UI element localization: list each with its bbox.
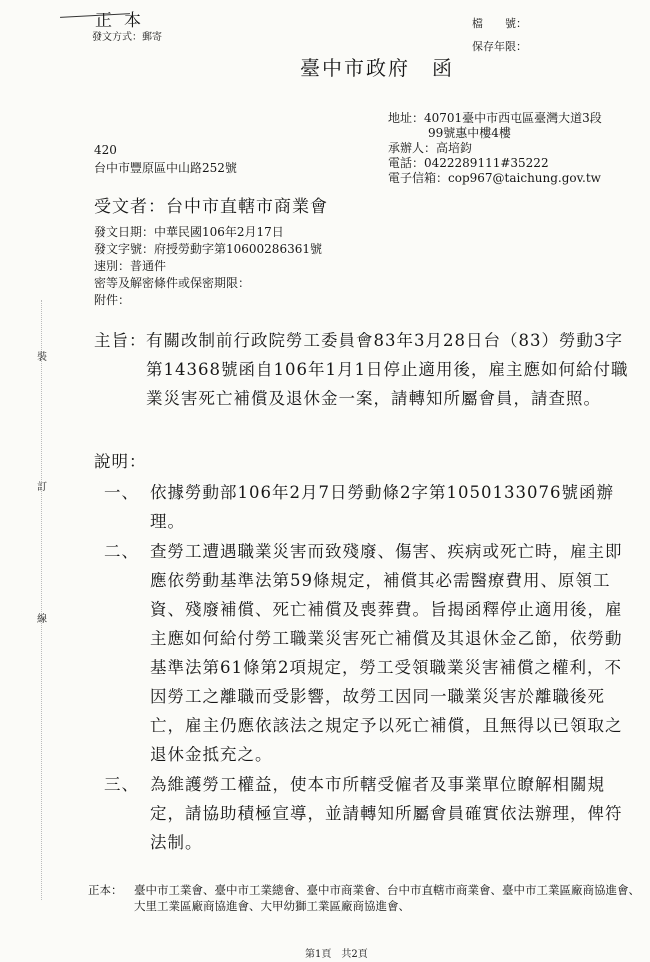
sender-phone: 電話：0422289111#35222: [388, 156, 549, 170]
sender-address-line2: 99號惠中樓4樓: [428, 126, 511, 140]
explanation-item-3: [104, 770, 634, 857]
item-number: 二、: [104, 542, 139, 561]
binding-line: [41, 300, 42, 900]
retention-label: 保存年限：: [472, 40, 527, 53]
item-number: 三、: [104, 775, 139, 794]
file-number-label: 檔 號：: [472, 17, 527, 30]
sender-info: [388, 111, 602, 186]
subject: [94, 326, 634, 413]
document-number: 發文字號：府授勞動字第10600286361號: [94, 242, 322, 256]
binding-mark-1: 裝: [37, 352, 47, 363]
sender-email: 電子信箱：cop967@taichung.gov.tw: [388, 171, 601, 185]
cc-label: 正本：: [88, 883, 123, 897]
sender-handler: 承辦人：高培鈞: [388, 141, 473, 155]
subject-text: 有關改制前行政院勞工委員會83年3月28日台（83）勞動3字第14368號函自106年1月1日停止適用後，雇主應如何給付職業災害死亡補償及退休金一案，請轉知所屬會員，請查照。: [146, 331, 629, 408]
document-title: 臺中市政府 函: [300, 56, 454, 80]
item-number: 一、: [104, 483, 139, 502]
item-text: 查勞工遭遇職業災害而致殘廢、傷害、疾病或死亡時，雇主即應依勞動基準法第59條規定，補償其必需醫療費用、原領工資、殘廢補償、死亡補償及喪葬費。旨揭函釋停止適用後，雇主應如何給付勞工職業災害死亡補償及其退休金乙節，依勞動基準法第61條第2項規定，勞工受領職業災害補償之權利，不因勞工之離職而受影響，故勞工因同一職業災害於離職後死亡，雇主仍應依該法之規定予以死亡補償，且無得以已領取之退休金抵充之。: [150, 542, 623, 764]
explanation-item-2: [104, 537, 634, 769]
binding-mark-3: 線: [37, 614, 47, 625]
speed-class: 速別：普通件: [94, 259, 167, 273]
recipient-address: 台中市豐原區中山路252號: [94, 161, 237, 175]
document-meta: [94, 224, 322, 309]
copy-mark: 正本: [95, 11, 153, 31]
issue-date: 發文日期：中華民國106年2月17日: [94, 225, 284, 239]
carbon-copy: [88, 882, 643, 914]
explanation-label: 說明：: [94, 452, 147, 471]
attachment: 附件：: [94, 293, 131, 307]
cc-text: 臺中市工業會、臺中市工業總會、臺中市商業會、台中市直轄市商業會、臺中市工業區廠商協進會、大里工業區廠商協進會、大甲幼獅工業區廠商協進會、: [134, 883, 640, 913]
item-text: 依據勞動部106年2月7日勞動條2字第1050133076號函辦理。: [150, 483, 614, 531]
send-method: 發文方式：郵寄: [92, 32, 162, 43]
recipient-zip: 420: [94, 143, 117, 157]
explanation-item-1: [104, 478, 634, 536]
page-number: 第1頁 共2頁: [305, 949, 368, 960]
subject-label: 主旨：: [94, 331, 147, 350]
binding-mark-2: 訂: [37, 482, 47, 493]
secrecy-level: 密等及解密條件或保密期限：: [94, 276, 251, 290]
sender-address-line1: 地址：40701臺中市西屯區臺灣大道3段: [388, 111, 602, 125]
recipient: 受文者：台中市直轄市商業會: [94, 197, 328, 217]
item-text: 為維護勞工權益，使本市所轄受僱者及事業單位瞭解相關規定，請協助積極宣導，並請轉知所屬會員確實依法辦理，俾符法制。: [150, 775, 623, 852]
